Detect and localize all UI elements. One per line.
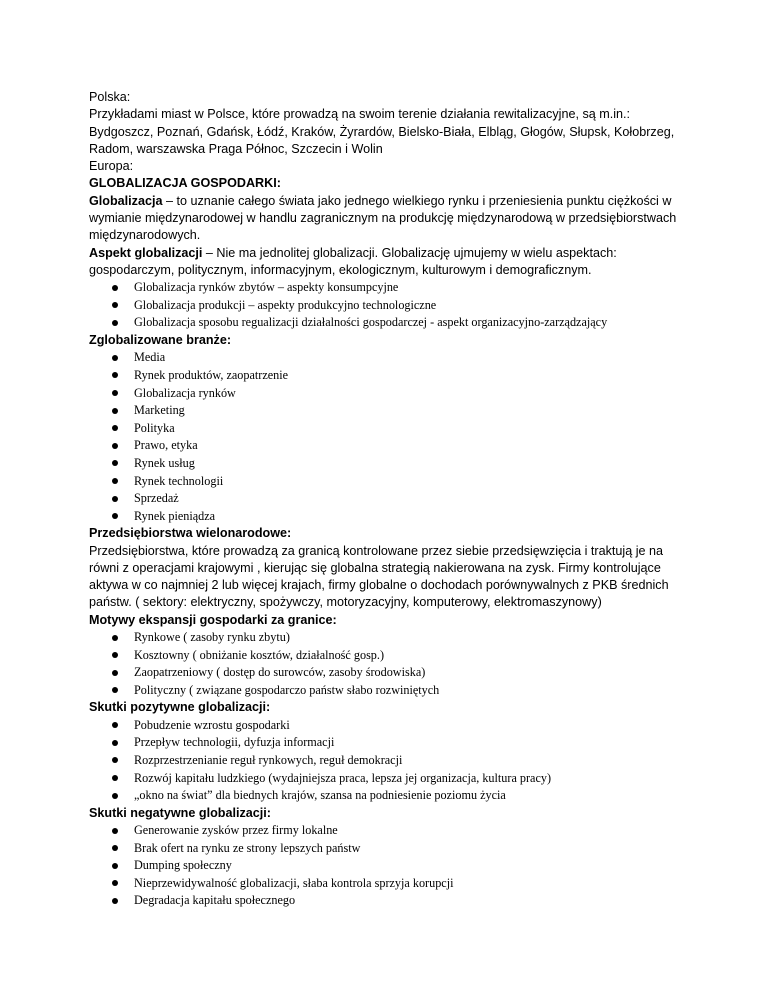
- bullet-icon: [112, 687, 118, 693]
- globalization-definition-text: – to uznanie całego świata jako jednego wielkiego rynku i przeniesienia punktu ciężkości w wymianie międzynarodowej w handlu zagranicznym na produkcję międzynarodową w przedsiębiorstwach międzynarodowych.: [89, 193, 677, 243]
- motives-list: [89, 629, 689, 699]
- list-item: [89, 385, 689, 403]
- bullet-icon: [112, 443, 118, 449]
- bullet-icon: [112, 652, 118, 658]
- list-item: [89, 402, 689, 420]
- bullet-icon: [112, 880, 118, 886]
- list-item: [89, 420, 689, 438]
- europe-heading: Europa:: [89, 159, 134, 174]
- bullet-icon: [112, 496, 118, 502]
- bullet-icon: [112, 635, 118, 641]
- industries-list: [89, 349, 689, 525]
- motives-heading: Motywy ekspansji gospodarki za granice:: [89, 612, 337, 627]
- list-item: [89, 437, 689, 455]
- list-item-text: Globalizacja sposobu regualizacji działalności gospodarczej - aspekt organizacyjno-zarządzający: [134, 315, 608, 330]
- industries-heading: Zglobalizowane branże:: [89, 333, 232, 348]
- bullet-icon: [112, 425, 118, 431]
- multinational-heading: Przedsiębiorstwa wielonarodowe:: [89, 526, 292, 541]
- list-item-text: Globalizacja rynków zbytów – aspekty konsumpcyjne: [134, 280, 399, 295]
- bullet-icon: [112, 390, 118, 396]
- list-item: [89, 840, 689, 858]
- multinational-text: Przedsiębiorstwa, które prowadzą za granicą kontrolowane przez siebie przedsięwzięcia i traktują je na równi z operacjami krajowymi , kierując się globalna strategią nakierowana na zysk. Firmy kontrolujące aktywa w co najmniej 2 lub więcej krajach, firmy globalne o dochodach porównywalnych z PKB średnich państw. ( sektory: elektryczny, spożywczy, motoryzacyjny, komputerowy, elektromaszynowy): [89, 543, 669, 610]
- bullet-icon: [112, 793, 118, 799]
- list-item-text: Generowanie zysków przez firmy lokalne: [134, 823, 338, 837]
- list-item: [89, 682, 689, 700]
- list-item: [89, 664, 689, 682]
- list-item: [89, 752, 689, 770]
- bullet-icon: [112, 722, 118, 728]
- bullet-icon: [112, 320, 118, 326]
- list-item: [89, 647, 689, 665]
- bullet-icon: [112, 355, 118, 361]
- list-item-text: Globalizacja produkcji – aspekty produkcyjno technologiczne: [134, 297, 437, 312]
- list-item-text: Rynek produktów, zaopatrzenie: [134, 367, 289, 382]
- list-item: [89, 297, 689, 315]
- list-item: [89, 892, 689, 910]
- bullet-icon: [112, 285, 118, 291]
- list-item: [89, 629, 689, 647]
- bullet-icon: [112, 898, 118, 904]
- list-item-text: Pobudzenie wzrostu gospodarki: [134, 717, 290, 732]
- bullet-icon: [112, 845, 118, 851]
- list-item-text: Zaopatrzeniowy ( dostęp do surowców, zasoby środowiska): [134, 665, 426, 680]
- positive-effects-heading: Skutki pozytywne globalizacji:: [89, 700, 271, 715]
- list-item-text: Rozprzestrzenianie reguł rynkowych, reguł demokracji: [134, 752, 403, 767]
- list-item: [89, 367, 689, 385]
- list-item-text: Marketing: [134, 403, 185, 418]
- list-item: [89, 473, 689, 491]
- globalization-definition: [89, 193, 689, 245]
- bullet-icon: [112, 863, 118, 869]
- list-item-text: Rynkowe ( zasoby rynku zbytu): [134, 630, 290, 645]
- list-item: [89, 770, 689, 788]
- list-item-text: Rozwój kapitału ludzkiego (wydajniejsza praca, lepsza jej organizacja, kultura pracy): [134, 770, 552, 785]
- list-item: [89, 455, 689, 473]
- positive-effects-list: [89, 717, 689, 805]
- bullet-icon: [112, 513, 118, 519]
- bullet-icon: [112, 460, 118, 466]
- aspect-term: Aspekt globalizacji: [89, 245, 203, 260]
- list-item-text: Media: [134, 350, 166, 365]
- bullet-icon: [112, 408, 118, 414]
- list-item: [89, 314, 689, 332]
- bullet-icon: [112, 828, 118, 834]
- list-item-text: Globalizacja rynków: [134, 385, 236, 400]
- list-item-text: Brak ofert na rynku ze strony lepszych państw: [134, 840, 361, 855]
- poland-heading: Polska:: [89, 90, 131, 104]
- document-page: [89, 89, 689, 910]
- aspect-list: [89, 279, 689, 332]
- list-item-text: Polityka: [134, 420, 175, 435]
- bullet-icon: [112, 775, 118, 781]
- bullet-icon: [112, 757, 118, 763]
- negative-effects-list: [89, 822, 689, 910]
- list-item-text: „okno na świat” dla biednych krajów, szansa na podniesienie poziomu życia: [134, 788, 506, 803]
- list-item-text: Rynek technologii: [134, 473, 224, 488]
- list-item: [89, 279, 689, 297]
- bullet-icon: [112, 740, 118, 746]
- list-item: [89, 875, 689, 893]
- list-item-text: Degradacja kapitału społecznego: [134, 893, 296, 908]
- list-item-text: Sprzedaż: [134, 491, 179, 506]
- list-item: [89, 734, 689, 752]
- negative-effects-heading: Skutki negatywne globalizacji:: [89, 805, 271, 820]
- list-item-text: Polityczny ( związane gospodarczo państw słabo rozwiniętych: [134, 682, 440, 697]
- list-item: [89, 857, 689, 875]
- bullet-icon: [112, 372, 118, 378]
- list-item-text: Rynek pieniądza: [134, 508, 216, 523]
- list-item: [89, 349, 689, 367]
- bullet-icon: [112, 478, 118, 484]
- list-item-text: Kosztowny ( obniżanie kosztów, działalność gosp.): [134, 647, 385, 662]
- section-title: GLOBALIZACJA GOSPODARKI:: [89, 176, 281, 191]
- list-item-text: Dumping społeczny: [134, 858, 232, 873]
- list-item-text: Nieprzewidywalność globalizacji, słaba kontrola sprzyja korupcji: [134, 875, 454, 890]
- list-item: [89, 787, 689, 805]
- bullet-icon: [112, 302, 118, 308]
- list-item: [89, 717, 689, 735]
- list-item-text: Rynek usług: [134, 455, 195, 470]
- list-item: [89, 508, 689, 526]
- list-item-text: Prawo, etyka: [134, 438, 198, 453]
- poland-text: Przykładami miast w Polsce, które prowadzą na swoim terenie działania rewitalizacyjne, są m.in.: Bydgoszcz, Poznań, Gdańsk, Łódź, Kraków, Żyrardów, Bielsko-Biała, Elbląg, Głogów, Słupsk, Kołobrzeg, Radom, warszawska Praga Północ, Szczecin i Wolin: [89, 107, 675, 156]
- globalization-term: Globalizacja: [89, 193, 163, 208]
- bullet-icon: [112, 670, 118, 676]
- list-item-text: Przepływ technologii, dyfuzja informacji: [134, 735, 335, 750]
- aspect-definition-text: – Nie ma jednolitej globalizacji. Globalizację ujmujemy w wielu aspektach: gospodarczym, politycznym, informacyjnym, ekologicznym, kulturowym i demograficznym.: [89, 245, 617, 277]
- list-item: [89, 822, 689, 840]
- list-item: [89, 490, 689, 508]
- aspect-definition: [89, 245, 689, 280]
